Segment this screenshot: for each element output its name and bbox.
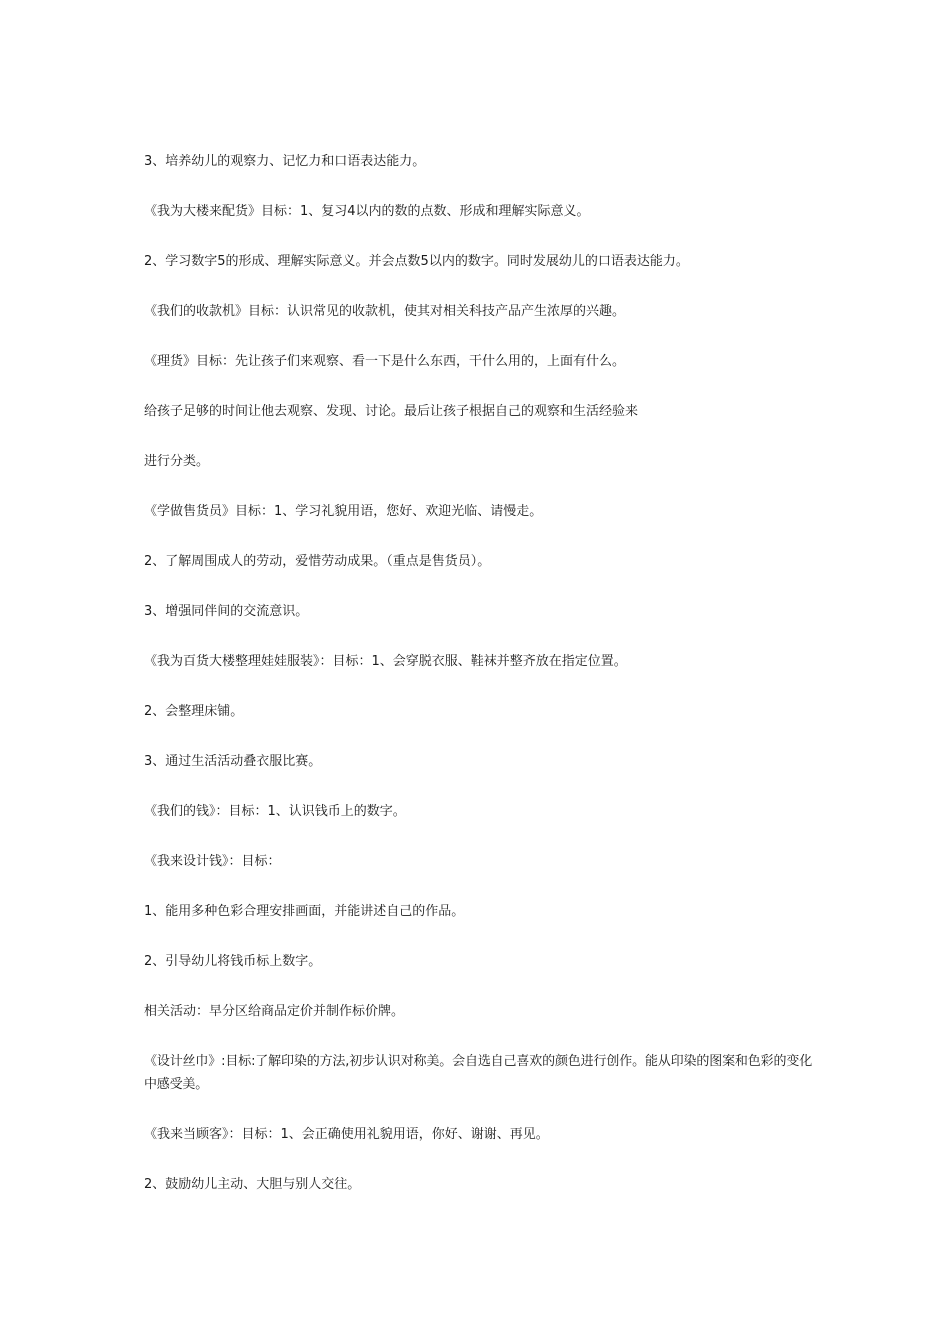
paragraph: 《学做售货员》目标：1、学习礼貌用语，您好、欢迎光临、请慢走。 (144, 504, 543, 519)
paragraph: 《我来当顾客》：目标：1、会正确使用礼貌用语，你好、谢谢、再见。 (144, 1127, 549, 1142)
paragraph: 2、会整理床铺。 (144, 704, 244, 719)
paragraph: 给孩子足够的时间让他去观察、发现、讨论。最后让孩子根据自己的观察和生活经验来 (144, 404, 639, 419)
paragraph: 《我们的钱》：目标：1、认识钱币上的数字。 (144, 804, 406, 819)
paragraph: 《设计丝巾》:目标:了解印染的方法,初步认识对称美。会自选自己喜欢的颜色进行创作。能从印染的图案和色彩的变化中感受美。 (144, 1054, 812, 1092)
paragraph: 3、通过生活活动叠衣服比赛。 (144, 754, 322, 769)
paragraph: 《理货》目标：先让孩子们来观察、看一下是什么东西，干什么用的，上面有什么。 (144, 354, 626, 369)
paragraph: 1、能用多种色彩合理安排画面，并能讲述自己的作品。 (144, 904, 465, 919)
paragraph: 《我为百货大楼整理娃娃服装》：目标：1、会穿脱衣服、鞋袜并整齐放在指定位置。 (144, 654, 627, 669)
document-body (144, 150, 812, 1196)
paragraph: 进行分类。 (144, 454, 210, 469)
paragraph: 2、引导幼儿将钱币标上数字。 (144, 954, 322, 969)
paragraph: 《我为大楼来配货》目标：1、复习4以内的数的点数、形成和理解实际意义。 (144, 204, 590, 219)
paragraph: 2、鼓励幼儿主动、大胆与别人交往。 (144, 1177, 361, 1192)
paragraph: 2、了解周围成人的劳动，爱惜劳动成果。（重点是售货员）。 (144, 554, 491, 569)
paragraph: 《我来设计钱》：目标： (144, 854, 281, 869)
paragraph: 3、增强同伴间的交流意识。 (144, 604, 309, 619)
paragraph: 《我们的收款机》目标：认识常见的收款机，使其对相关科技产品产生浓厚的兴趣。 (144, 304, 626, 319)
paragraph: 2、学习数字5的形成、理解实际意义。并会点数5以内的数字。同时发展幼儿的口语表达能力。 (144, 254, 689, 269)
paragraph: 相关活动：早分区给商品定价并制作标价牌。 (144, 1004, 405, 1019)
paragraph: 3、培养幼儿的观察力、记忆力和口语表达能力。 (144, 154, 426, 169)
